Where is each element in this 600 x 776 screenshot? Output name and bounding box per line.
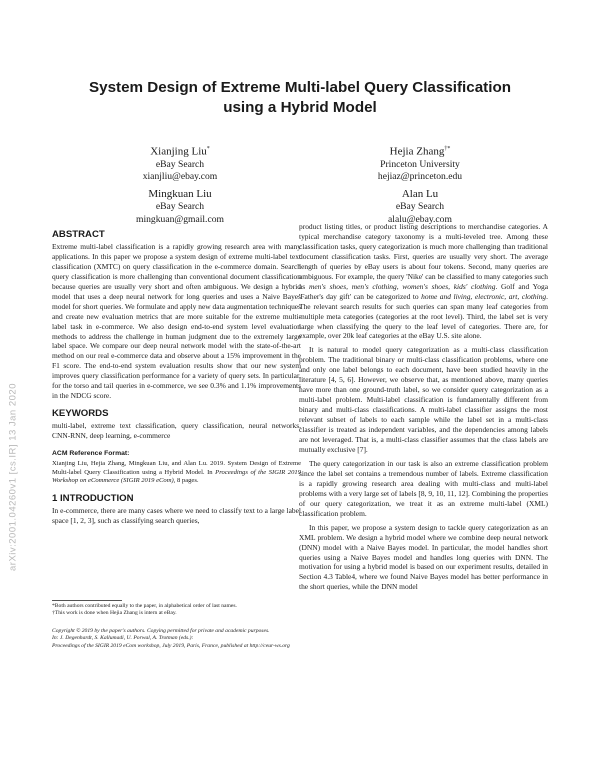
paragraph [299,222,548,341]
paragraph-text: . Golf and Yoga 'Father's day gift' can be categorized to [299,281,548,301]
keywords-text: multi-label, extreme text classification, query classification, neural networks, CNN-RNN, deep learning, e-commerce [52,421,301,441]
author-mark: †* [444,146,451,152]
paragraph: It is natural to model query categorization as a multi-class classification problem. The traditional binary or multi-class classification problems, where one and only one label belongs to each document, have been studied heavily in the literature [4, 5, 6]. However, we observe that, as mentioned above, many queries have more than one ground-truth label, so we consider query categorization as a multi-label problem. Multi-label classification is fundamentally different from binary and multi-class classifications. A multi-label classifier assigns the most relevant subset of labels to each sample while the label set in a multi-class classifier is treated as independent variables, and the dependencies among labels are not leveraged. That is, a multi-class classifier assumes that the class labels are mutually exclusive [7]. [299,345,548,454]
author-block [60,187,300,226]
footnotes [52,603,301,618]
title-line-1: System Design of Extreme Multi-label Query Classification [89,79,511,96]
acm-reference-plain: Xianjing Liu, Hejia Zhang, Mingkuan Liu, and Alan Lu. 2019. System Design of Extreme Multi-label Query Classification using a Hybrid Model. In [52,460,301,476]
author-name: Mingkuan Liu [148,188,212,200]
author-affiliation: eBay Search [155,201,205,212]
copyright-line-1: Copyright © 2019 by the paper's authors. Copying permitted for private and academic purposes. [52,628,270,634]
acm-reference-text [52,460,301,486]
left-column [52,230,301,526]
paper-title [60,78,540,118]
author-affiliation: eBay Search [395,201,445,212]
copyright-line-3: Proceedings of the SIGIR 2019 eCom workshop, July 2019, Paris, France, published at http://ceur-ws.org [52,642,290,649]
author-name: Hejia Zhang [389,145,445,158]
keywords-heading: KEYWORDS [52,408,109,420]
footnote-rule [52,600,122,601]
paragraph-text: . The relevant search results for such queries can span many leaf categories from multiple meta categories (categories at the root level). Third, the label set is very large when classifying the query to the leaf level of categories. There are, for example, over 20k leaf categories at the eBay U.S. site alone. [299,291,549,341]
author-block [60,142,300,184]
acm-reference-italic: Proceedings of the SIGIR 2019 Workshop on eCommerce (SIGIR 2019 eCom), [52,468,301,485]
arxiv-stamp-text: arXiv:2001.04260v1 [cs.IR] 13 Jan 2020 [7,382,19,572]
paragraph-italic: men's shoes, men's clothing, women's shoes, kids' clothing [308,281,496,291]
author-name: Alan Lu [401,188,439,200]
copyright-notice [52,628,301,650]
author-affiliation: Princeton University [380,158,460,170]
copyright-line-2: In: J. Degenhardt, S. Kallumadi, U. Porwal, A. Trotman (eds.): [52,635,194,642]
paragraph-italic: home and living, electronic, art, clothing [421,291,547,301]
author-name: Xianjing Liu [150,145,207,158]
acm-reference-end: 8 pages. [175,477,199,485]
author-email: hejiaz@princeton.edu [377,171,463,183]
paragraph: The query categorization in our task is also an extreme classification problem since the label set contains a tremendous number of labels. Extreme classification is a rapidly growing research area dealing with multi-class and multi-label problems with a very large set of labels [8, 9, 10, 11, 12]. Combining the properties of our query categorization, we treat it as an extreme multi-label (XML) classification problem. [299,458,548,518]
author-block [300,187,540,226]
introduction-heading: 1 INTRODUCTION [52,492,134,504]
footnote: *Both authors contributed equally to the paper, in alphabetical order of last names. [52,603,237,609]
author-mark: * [206,146,210,152]
abstract-heading: ABSTRACT [52,229,105,240]
author-email: alalu@ebay.com [388,213,452,225]
paragraph: In this paper, we propose a system design to tackle query categorization as an XML problem. We design a hybrid model where we combine deep neural network (DNN) model with a Naive Bayes model. In particular, the model handles short queries using a Naive Bayes model and handles long queries with DNN. The motivation for using a hybrid model is based on our experiment results, detailed in Section 4.3 Table4, where we found Naive Bayes model has better performance in the short queries, while the DNN model [299,522,548,592]
abstract-text: Extreme multi-label classification is a rapidly growing research area with many applications. In this paper we propose a system design of extreme multi-label text classification (XMTC) on query classification in the e-commerce domain. Search query classification is more challenging than conventional document classification because queries are usually very short and often ambiguous. We design a hybrid model that uses a deep neural network for long queries and uses a Naive Bayes model for short queries. We formulate and apply new data augmentation techniques and create new evaluation metrics that are more suitable for the extreme multi-label task in e-commerce. We also design end-to-end system level evaluation methods to address the challenge in human judgment due to the extremely large label space. We compare our deep neural network model with the state-of-the-art method on our real e-commerce data and observe about a 15% improvement in the F1 score. The end-to-end system evaluation results show that our new system improves query classification performance for a variety of query sets. In particular, for the torso and tail queries in e-commerce, we see 0.3% and 1.1% improvements in the NDCG score. [52,241,301,401]
author-email: xianjliu@ebay.com [142,171,218,183]
arxiv-stamp [4,352,22,602]
author-block [300,142,540,184]
footnote: †This work is done when Hejia Zhang is intern at eBay. [52,610,177,617]
paragraph-text: product listing titles, or product listing descriptions to merchandise categories. A typical merchandise category taxonomy is a multi-leveled tree. Among these classification tasks, query categorization is much more challenging than traditional document classification tasks. First, queries are usually very short. The average length of queries by eBay users is about four tokens. Second, many queries are ambiguous. For example, the query 'Nike' can be classified to many categories such as [299,222,548,291]
author-affiliation: eBay Search [155,158,205,170]
introduction-text: In e-commerce, there are many cases where we need to classify text to a large label space [1, 2, 3], such as classifying search queries, [52,505,301,525]
author-email: mingkuan@gmail.com [136,213,224,225]
right-column [299,222,548,592]
acm-reference-heading: ACM Reference Format: [52,450,130,458]
title-line-2: using a Hybrid Model [223,99,377,116]
